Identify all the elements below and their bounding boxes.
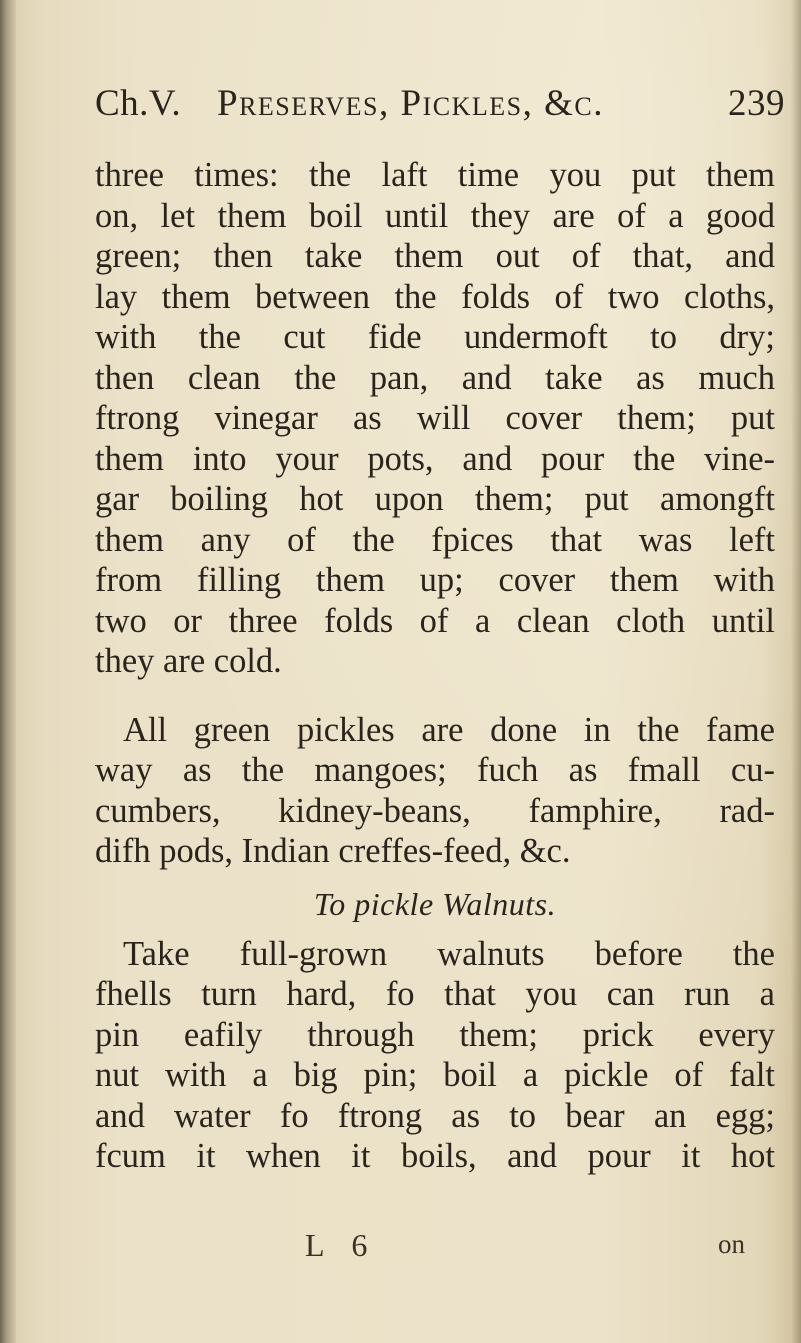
- text-line: from filling them up; cover them with: [95, 561, 775, 599]
- text-line: difh pods, Indian creffes-feed, &c.: [95, 832, 571, 870]
- page-binding-edge: [0, 0, 16, 1343]
- paragraph-gap: [95, 682, 775, 710]
- text-line: then clean the pan, and take as much: [95, 358, 775, 397]
- text-line: pin eafily through them; prick every: [95, 1015, 775, 1054]
- paragraph-continued: [95, 155, 775, 682]
- text-line: two or three folds of a clean cloth until: [95, 601, 775, 640]
- text-line: cumbers, kidney-beans, famphire, rad-: [95, 791, 775, 830]
- paragraph-green-pickles: [95, 710, 775, 872]
- text-line: nut with a big pin; boil a pickle of falt: [95, 1056, 775, 1094]
- catchword: on: [718, 1229, 745, 1259]
- text-line: they are cold.: [95, 642, 282, 680]
- running-title: Preserves, Pickles, &c.: [217, 83, 604, 124]
- text-line: green; then take them out of that, and: [95, 237, 775, 275]
- paragraph-walnuts: [95, 934, 775, 1177]
- text-line: All green pickles are done in the fame: [123, 710, 775, 749]
- running-header: [95, 82, 785, 132]
- signature-mark: L 6: [305, 1227, 378, 1263]
- page-footer: [95, 1227, 775, 1267]
- recipe-heading: To pickle Walnuts.: [313, 885, 557, 922]
- text-line: with the cut fide undermoft to dry;: [95, 318, 775, 356]
- body-text: [95, 155, 775, 1177]
- page-number: 239: [728, 83, 785, 124]
- text-line: lay them between the folds of two cloths,: [95, 277, 775, 316]
- text-line: three times: the laft time you put them: [95, 156, 775, 194]
- chapter-label: Ch.V.: [95, 83, 182, 124]
- text-line: fhells turn hard, fo that you can run a: [95, 975, 775, 1013]
- text-line: them any of the fpices that was left: [95, 520, 775, 559]
- text-line: and water fo ftrong as to bear an egg;: [95, 1096, 775, 1135]
- text-line: ftrong vinegar as will cover them; put: [95, 399, 775, 437]
- page-right-edge: [791, 0, 801, 1343]
- text-line: fcum it when it boils, and pour it hot: [95, 1137, 775, 1175]
- text-line: way as the mangoes; fuch as fmall cu-: [95, 751, 775, 789]
- text-line: them into your pots, and pour the vine-: [95, 439, 775, 478]
- text-line: on, let them boil until they are of a good: [95, 196, 775, 235]
- text-line: Take full-grown walnuts before the: [123, 934, 775, 973]
- text-line: gar boiling hot upon them; put amongft: [95, 480, 775, 518]
